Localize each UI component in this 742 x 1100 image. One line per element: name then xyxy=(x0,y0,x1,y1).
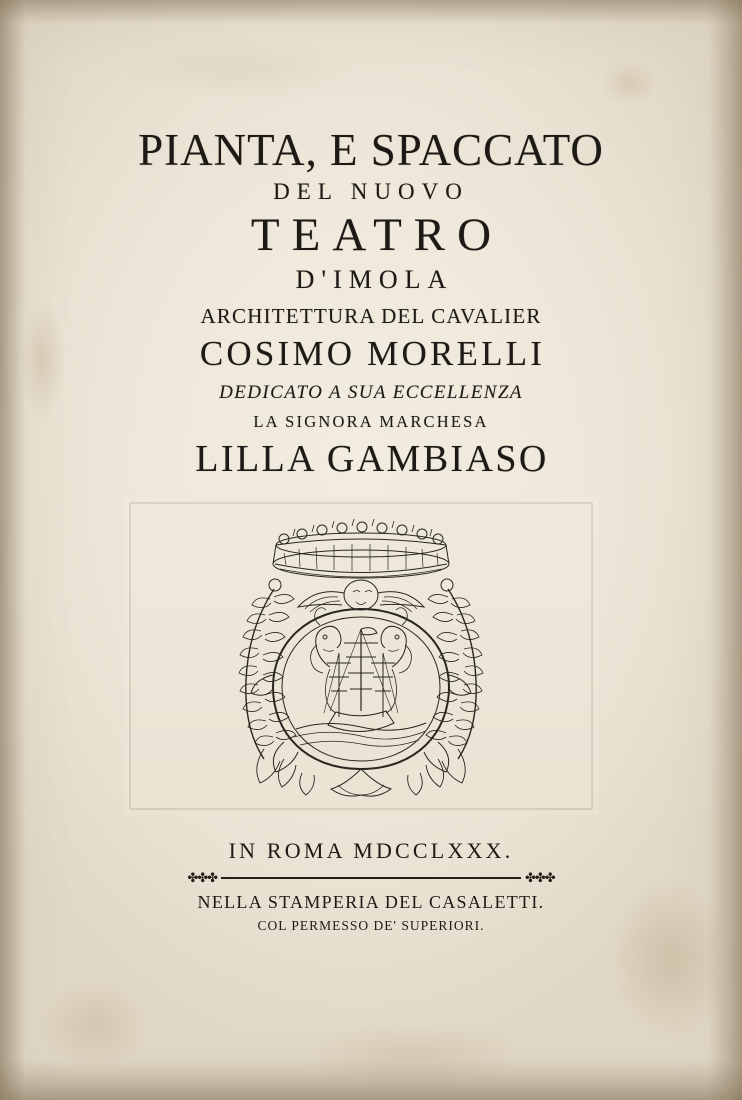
title-line-architect-label: ARCHITETTURA DEL CAVALIER xyxy=(200,304,542,329)
title-line-main: PIANTA, E SPACCATO xyxy=(138,125,604,175)
imprint-block xyxy=(0,838,742,934)
paper-stain xyxy=(40,980,150,1070)
horizontal-rule xyxy=(221,877,521,879)
title-line-imola: D'IMOLA xyxy=(295,265,454,295)
title-line-dedicatee-title: LA SIGNORA MARCHESA xyxy=(253,412,489,431)
page-edge-bottom xyxy=(0,1060,742,1100)
coat-of-arms-svg xyxy=(124,497,598,815)
paper-stain xyxy=(120,40,360,100)
ornament-right-icon: ✤✤✤ xyxy=(525,870,555,886)
paper-stain xyxy=(300,1020,520,1090)
imprint-rule xyxy=(0,870,742,886)
ornament-left-icon: ✤✤✤ xyxy=(187,870,217,886)
imprint-permission: COL PERMESSO DE' SUPERIORI. xyxy=(257,917,485,933)
title-line-subtitle: DEL NUOVO xyxy=(273,178,469,204)
paper-stain xyxy=(600,60,660,106)
title-line-teatro: TEATRO xyxy=(250,208,504,261)
page-edge-top xyxy=(0,0,742,24)
title-block xyxy=(0,125,742,480)
title-line-dedicatee-name: LILLA GAMBIASO xyxy=(195,437,549,480)
title-line-architect-name: COSIMO MORELLI xyxy=(199,333,546,373)
coat-of-arms-engraving xyxy=(124,497,598,815)
imprint-printer: NELLA STAMPERIA DEL CASALETTI. xyxy=(197,892,545,913)
title-line-dedication: DEDICATO A SUA ECCELLENZA xyxy=(219,382,523,404)
imprint-place-date: IN ROMA MDCCLXXX. xyxy=(228,838,514,863)
